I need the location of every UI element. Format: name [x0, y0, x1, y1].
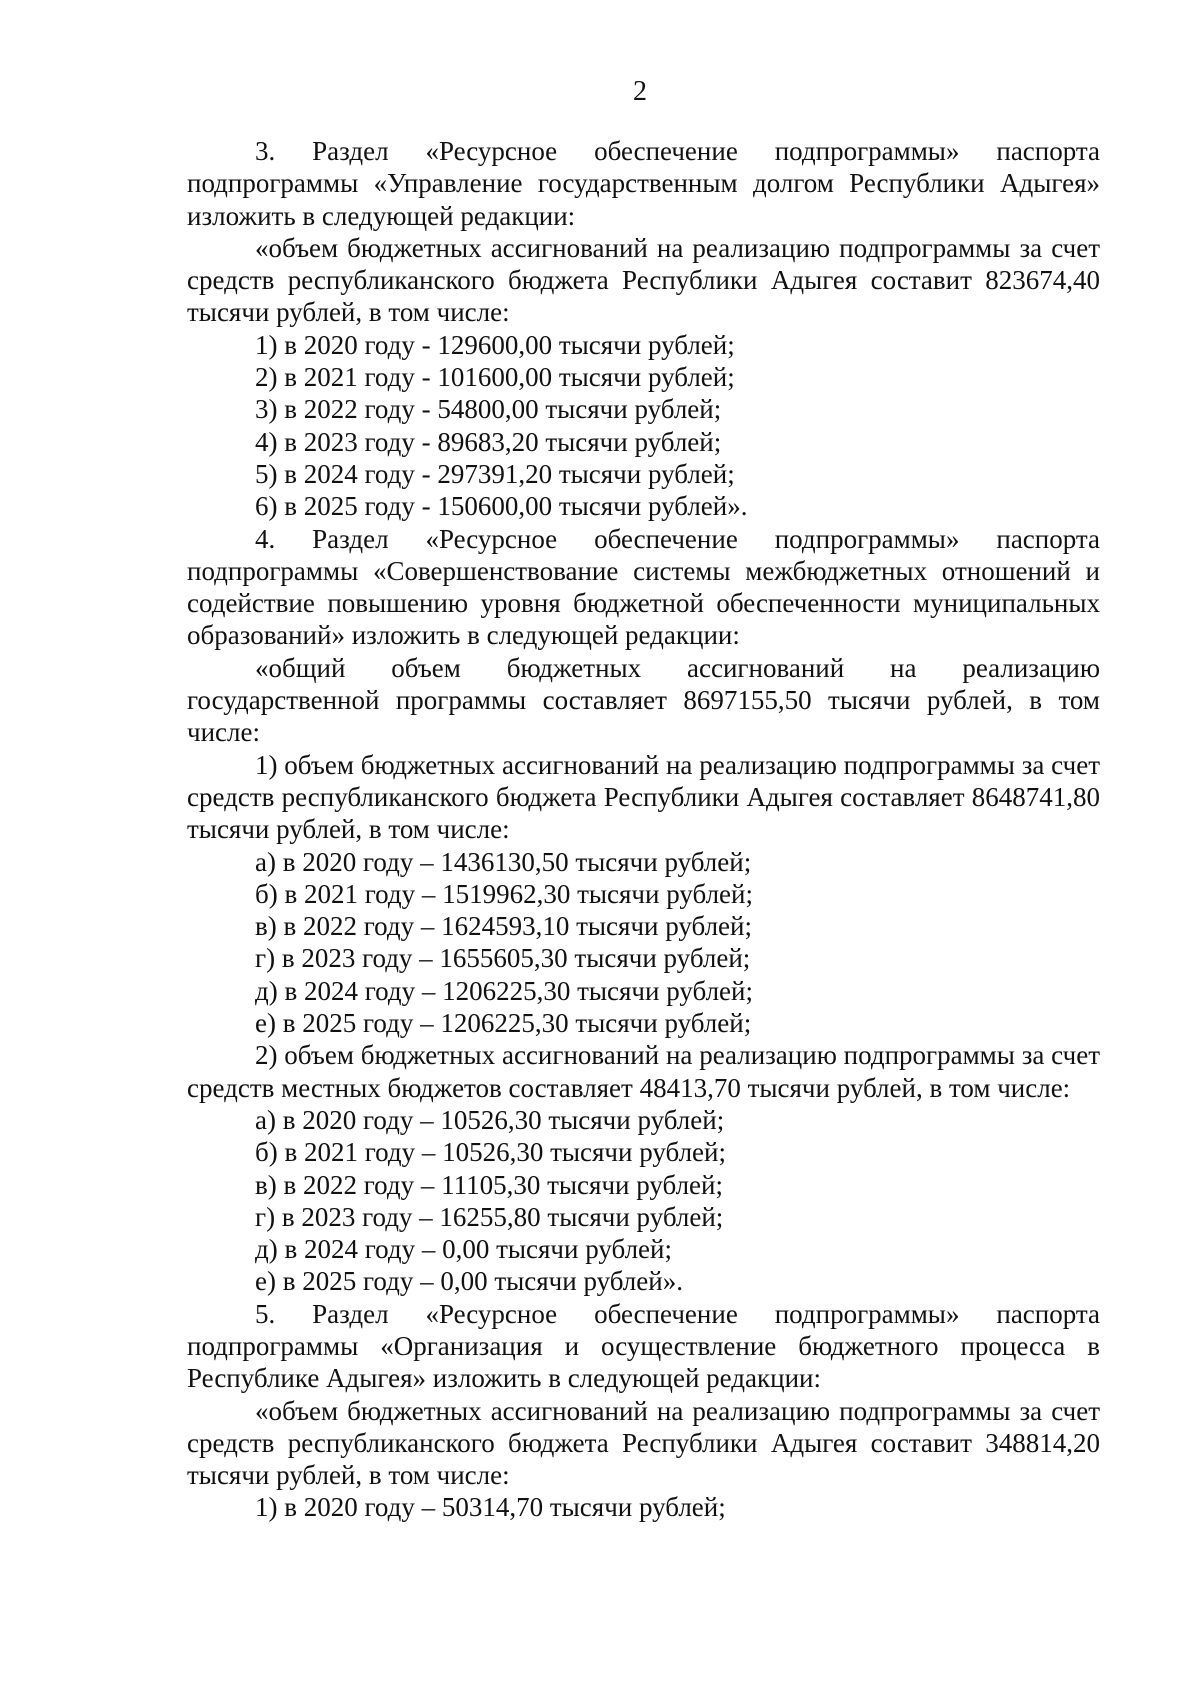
- list-item: б) в 2021 году – 1519962,30 тысячи рублей;: [255, 878, 753, 909]
- paragraph: «общий объем бюджетных ассигнований на реализацию государственной программы составляет 8697155,50 тысячи рублей, в том числе:: [187, 652, 1100, 748]
- list-item: 3) в 2022 году - 54800,00 тысячи рублей;: [255, 394, 722, 425]
- paragraph: «объем бюджетных ассигнований на реализацию подпрограммы за счет средств республиканского бюджета Республики Адыгея составит 348814,20 тысячи рублей, в том числе:: [187, 1395, 1100, 1491]
- list-item: д) в 2024 году – 0,00 тысячи рублей;: [255, 1234, 672, 1265]
- list-item: в) в 2022 году – 1624593,10 тысячи рублей;: [255, 911, 752, 942]
- paragraph: 2) объем бюджетных ассигнований на реализацию подпрограммы за счет средств местных бюджетов составляет 48413,70 тысячи рублей, в том числе:: [187, 1040, 1100, 1103]
- list-item: е) в 2025 году – 0,00 тысячи рублей».: [255, 1266, 683, 1297]
- list-item: в) в 2022 году – 11105,30 тысячи рублей;: [255, 1169, 723, 1200]
- page-number: 2: [633, 76, 647, 107]
- list-item: 2) в 2021 году - 101600,00 тысячи рублей;: [255, 362, 735, 393]
- list-item: е) в 2025 году – 1206225,30 тысячи рублей;: [255, 1008, 752, 1039]
- paragraph: 4. Раздел «Ресурсное обеспечение подпрограммы» паспорта подпрограммы «Совершенствование системы межбюджетных отношений и содействие повышению уровня бюджетной обеспеченности муниципальных образований» изложить в следующей редакции:: [187, 523, 1100, 651]
- paragraph: 5. Раздел «Ресурсное обеспечение подпрограммы» паспорта подпрограммы «Организация и осуществление бюджетного процесса в Республике Адыгея» изложить в следующей редакции:: [187, 1298, 1100, 1394]
- list-item: д) в 2024 году – 1206225,30 тысячи рублей;: [255, 975, 753, 1006]
- list-item: 6) в 2025 году - 150600,00 тысячи рублей».: [255, 491, 748, 522]
- list-item: 5) в 2024 году - 297391,20 тысячи рублей;: [255, 458, 735, 489]
- list-item: а) в 2020 году – 1436130,50 тысячи рублей;: [255, 846, 752, 877]
- list-item: б) в 2021 году – 10526,30 тысячи рублей;: [255, 1137, 726, 1168]
- paragraph: «объем бюджетных ассигнований на реализацию подпрограммы за счет средств республиканского бюджета Республики Адыгея составит 823674,40 тысячи рублей, в том числе:: [187, 232, 1100, 328]
- list-item: 1) в 2020 году - 129600,00 тысячи рублей;: [255, 329, 735, 360]
- paragraph: 3. Раздел «Ресурсное обеспечение подпрограммы» паспорта подпрограммы «Управление государственным долгом Республики Адыгея» изложить в следующей редакции:: [187, 136, 1100, 231]
- list-item: а) в 2020 году – 10526,30 тысячи рублей;: [255, 1104, 725, 1135]
- list-item: г) в 2023 году – 1655605,30 тысячи рублей;: [255, 943, 751, 974]
- list-item: 1) в 2020 году – 50314,70 тысячи рублей;: [255, 1492, 726, 1523]
- paragraph: 1) объем бюджетных ассигнований на реализацию подпрограммы за счет средств республиканского бюджета Республики Адыгея составляет 8648741,80 тысячи рублей, в том числе:: [187, 749, 1100, 845]
- list-item: 4) в 2023 году - 89683,20 тысячи рублей;: [255, 426, 722, 457]
- list-item: г) в 2023 году – 16255,80 тысячи рублей;: [255, 1201, 724, 1232]
- document-body: [187, 135, 1100, 1524]
